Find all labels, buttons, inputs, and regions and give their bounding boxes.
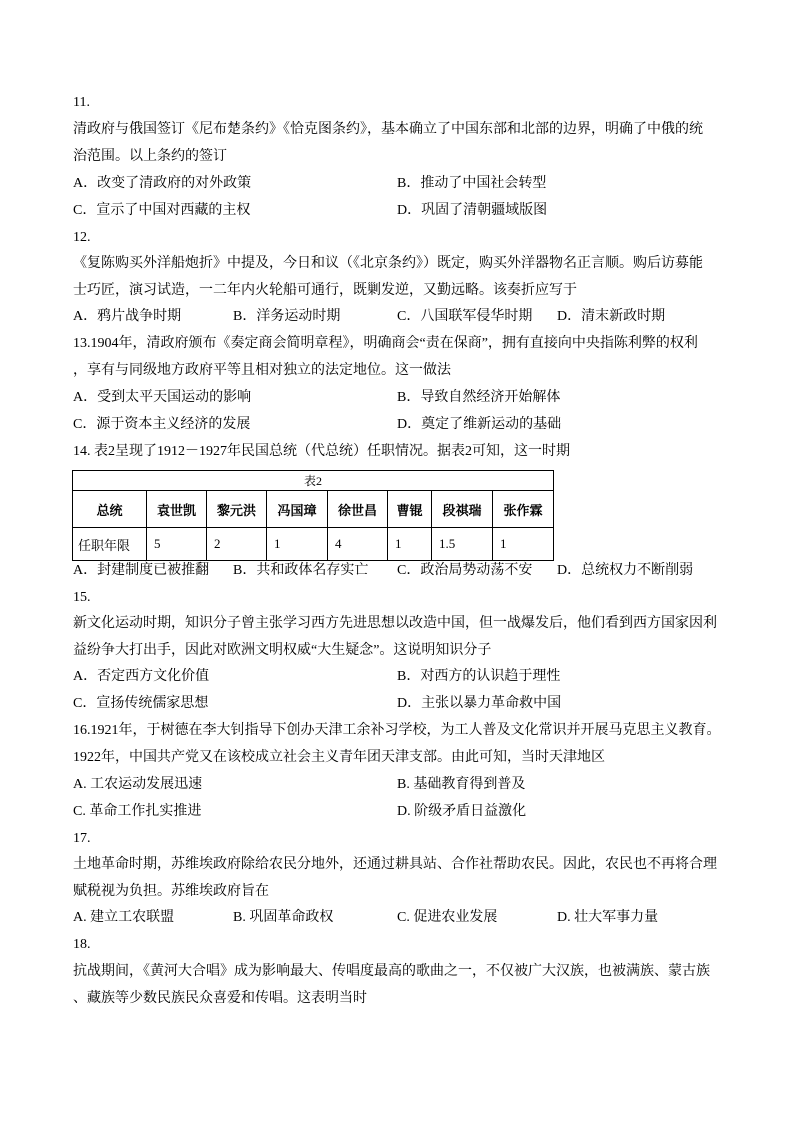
option-d: D．巩固了清朝疆域版图: [397, 203, 548, 218]
option-a: A. 建立工农联盟: [73, 910, 175, 925]
option-d: D．清末新政时期: [557, 309, 666, 324]
question-stem-line: 抗战期间，《黄河大合唱》成为影响最大、传唱度最高的歌曲之一，不仅被广大汉族，也被满族、蒙古族: [73, 964, 710, 979]
option-d: D．奠定了维新运动的基础: [397, 417, 562, 432]
question-stem-line: ，享有与同级地方政府平等且相对独立的法定地位。这一做法: [73, 363, 451, 378]
table-row-label: 任职年限: [73, 528, 147, 561]
table-header-cell: 冯国璋: [267, 491, 328, 528]
option-c: C. 促进农业发展: [397, 910, 498, 925]
question-stem-line: 新文化运动时期，知识分子曾主张学习西方先进思想以改造中国，但一战爆发后，他们看到西方国家因利: [73, 616, 717, 631]
table-header-cell: 曹锟: [388, 491, 432, 528]
question-stem-line: 14. 表2呈现了1912－1927年民国总统（代总统）任职情况。据表2可知，这一时期: [73, 444, 570, 459]
option-a: A．封建制度已被推翻: [73, 563, 210, 578]
question-stem-line: 土地革命时期，苏维埃政府除给农民分地外，还通过耕具站、合作社帮助农民。因此，农民也不再将合理: [73, 857, 717, 872]
question-number: 17.: [73, 831, 91, 846]
option-a: A．改变了清政府的对外政策: [73, 176, 252, 191]
option-c: C．宣示了中国对西藏的主权: [73, 203, 251, 218]
option-a: A．否定西方文化价值: [73, 669, 210, 684]
table-header-cell: 袁世凯: [147, 491, 207, 528]
table-cell: 1: [493, 528, 554, 561]
table-cell: 4: [328, 528, 388, 561]
presidents-table: [72, 470, 554, 561]
question-stem-line: 16.1921年，于树德在李大钊指导下创办天津工余补习学校，为工人普及文化常识并开展马克思主义教育。: [73, 723, 721, 738]
table-header-cell: 段祺瑞: [432, 491, 493, 528]
option-b: B．洋务运动时期: [233, 309, 341, 324]
option-b: B．推动了中国社会转型: [397, 176, 547, 191]
option-c: C．宣扬传统儒家思想: [73, 696, 209, 711]
question-stem-line: 13.1904年，清政府颁布《奏定商会简明章程》，明确商会“责在保商”，拥有直接向中央指陈利弊的权利: [73, 336, 698, 351]
question-number: 15.: [73, 590, 91, 605]
table-cell: 2: [207, 528, 267, 561]
question-stem-line: 治范围。以上条约的签订: [73, 149, 227, 164]
option-b: B. 巩固革命政权: [233, 910, 334, 925]
option-d: D. 壮大军事力量: [557, 910, 659, 925]
question-stem-line: 士巧匠，演习试造，一二年内火轮船可通行，既剿发逆，又勤远略。该奏折应写于: [73, 283, 577, 298]
option-c: C．政治局势动荡不安: [397, 563, 533, 578]
option-b: B．对西方的认识趋于理性: [397, 669, 561, 684]
option-a: A．鸦片战争时期: [73, 309, 182, 324]
question-stem-line: 、藏族等少数民族民众喜爱和传唱。这表明当时: [73, 991, 367, 1006]
table-header-label: 总统: [73, 491, 147, 528]
option-d: D. 阶级矛盾日益激化: [397, 804, 527, 819]
question-stem-line: 《复陈购买外洋船炮折》中提及，今日和议（《北京条约》）既定，购买外洋器物名正言顺。购后访募能: [73, 256, 703, 271]
table-header-cell: 徐世昌: [328, 491, 388, 528]
question-stem-line: 益纷争大打出手，因此对欧洲文明权威“大生疑念”。这说明知识分子: [73, 643, 492, 658]
option-c: C．源于资本主义经济的发展: [73, 417, 251, 432]
question-number: 11.: [73, 95, 90, 110]
option-b: B. 基础教育得到普及: [397, 777, 526, 792]
table-header-cell: 张作霖: [493, 491, 554, 528]
question-stem-line: 1922年，中国共产党又在该校成立社会主义青年团天津支部。由此可知，当时天津地区: [73, 750, 605, 765]
option-c: C．八国联军侵华时期: [397, 309, 533, 324]
option-a: A. 工农运动发展迅速: [73, 777, 203, 792]
table-cell: 1: [388, 528, 432, 561]
option-d: D．总统权力不断削弱: [557, 563, 694, 578]
question-stem-line: 清政府与俄国签订《尼布楚条约》《恰克图条约》，基本确立了中国东部和北部的边界，明确了中俄的统: [73, 122, 703, 137]
option-b: B．共和政体名存实亡: [233, 563, 369, 578]
table-caption: 表2: [73, 471, 554, 491]
option-b: B．导致自然经济开始解体: [397, 390, 561, 405]
question-stem-line: 赋税视为负担。苏维埃政府旨在: [73, 884, 269, 899]
table-header-cell: 黎元洪: [207, 491, 267, 528]
option-d: D．主张以暴力革命救中国: [397, 696, 562, 711]
option-c: C. 革命工作扎实推进: [73, 804, 202, 819]
question-number: 18.: [73, 937, 91, 952]
question-number: 12.: [73, 230, 91, 245]
table-cell: 5: [147, 528, 207, 561]
table-cell: 1.5: [432, 528, 493, 561]
option-a: A．受到太平天国运动的影响: [73, 390, 252, 405]
table-cell: 1: [267, 528, 328, 561]
